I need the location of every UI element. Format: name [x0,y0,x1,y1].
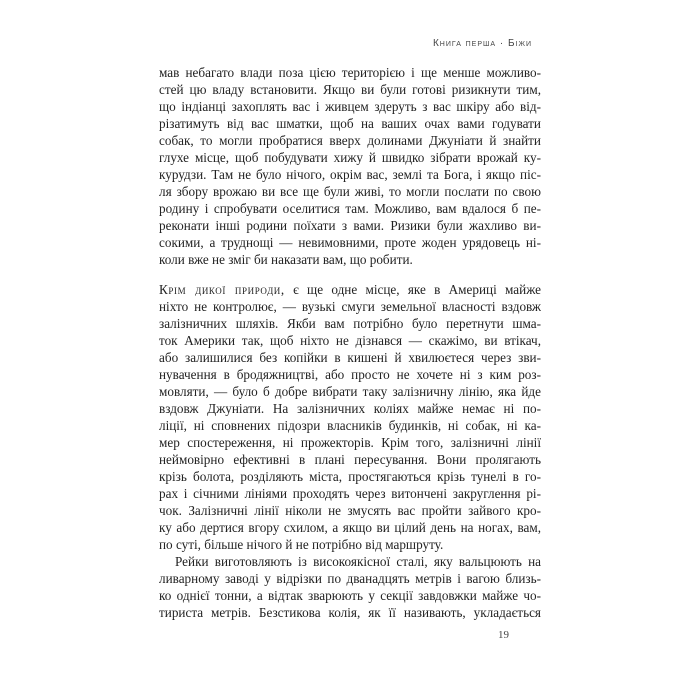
text-line: нувачення в бродяжництві, або просто не хочете ні з ким роз- [159,367,541,382]
text-line: залізничних шляхів. Якби вам потрібно було перетнути шма- [159,316,541,331]
lead-in-small-caps: Крім дикої природи, [159,282,285,297]
text-line: Рейки виготовляють із високоякісної сталі, яку вальцюють на [175,554,541,569]
running-header: Книга перша · Біжи [432,38,532,49]
text-line: родину і спробувати оселитися там. Можливо, вам вдалося б пе- [159,201,541,216]
text-line: ку або дертися вгору схилом, а якщо ви цілий день на ногах, вам, [159,520,541,535]
text-line: ніхто не контролює, — вузькі смуги земельної власності вздовж [159,299,541,314]
text-line: курудзи. Там не було нічого, окрім вас, землі та Бога, і якщо піс- [159,167,541,182]
text-line: мовляти, — було б добре вибрати таку залізничну лінію, яка йде [159,384,541,399]
text-line: собак, то могли пробратися вверх долинами Джуніати й знайти [159,133,541,148]
text-line: тириста метрів. Безстикова колія, як її називають, укладається [159,605,541,620]
text-line: крізь болота, розділяють міста, простягаються крізь тунелі в го- [159,469,541,484]
text-line: мер спостереження, ні прожекторів. Крім того, залізничні лінії [159,435,541,450]
text-line: реконати інші родини поїхати з вами. Ризики були жахливо ви- [159,218,541,233]
text-line: ливарному заводі у відрізки по дванадцять метрів і вагою близь- [159,571,541,586]
text-line: або залишилися без копійки в кишені й хвилюєтеся через зви- [159,350,541,365]
text-line: ко однієї тонни, а відтак зварюють у секції завдовжки майже чо- [159,588,541,603]
line-text: є ще одне місце, яке в Америці майже [284,282,541,297]
paragraph-2 [159,281,541,621]
text-line: по суті, більше нічого й не потрібно від маршруту. [159,537,444,552]
text-line: глухе місце, щоб побудувати хижу й швидко зібрати врожай ку- [159,150,541,165]
text-line: неймовірно ефективні в плані пересування. Вони пролягають [159,452,541,467]
text-line: ліції, ні сповнених підозри власників будинків, ні собак, ні ка- [159,418,541,433]
text-line: ток Америки так, щоб ніхто не дізнався — скажімо, ви втікач, [159,333,541,348]
text-line: що індіанці захоплять вас і живцем здеруть з вас шкіру або від- [159,99,541,114]
text-line: вздовж Джуніати. На залізничних коліях майже немає ні по- [159,401,541,416]
text-line [159,281,541,298]
text-line: різатимуть від вас шматки, щоб на ваших очах вами годувати [159,116,541,131]
text-line: коли вже не зміг би наказати вам, що робити. [159,252,413,267]
text-line: рах і січними лініями проходять через витончені закруглення рі- [159,486,541,501]
page-number: 19 [498,629,509,641]
text-line: мав небагато влади поза цією територією і ще менше можливо- [159,65,541,80]
text-line: стей цю владу встановити. Якщо ви були готові ризикнути тим, [159,82,541,97]
text-line: сокими, а труднощі — невимовними, проте жоден урядовець ні- [159,235,541,250]
text-line: ля збору врожаю ви все ще були живі, то могли послати по свою [159,184,541,199]
paragraph-1 [159,64,541,268]
text-line: чок. Залізничні лінії ніколи не змусять вас пройти зайвого кро- [159,503,541,518]
